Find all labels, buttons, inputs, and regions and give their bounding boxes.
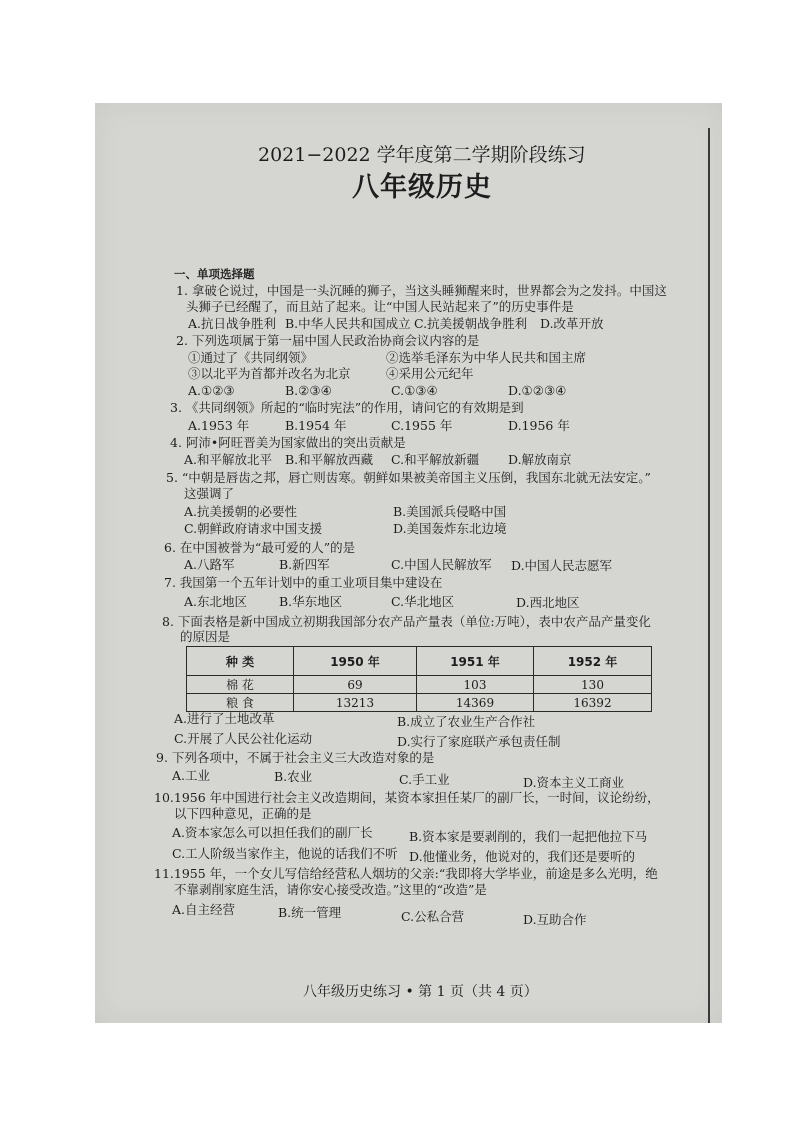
question-6-option-d: D.中国人民志愿军	[511, 558, 613, 573]
table-cell: 14369	[417, 694, 534, 712]
question-10-option-b: B.资本家是要剥削的，我们一起把他拉下马	[409, 829, 648, 844]
question-3-option-b: B.1954 年	[285, 418, 347, 433]
question-1-option-d: D.改革开放	[540, 316, 604, 331]
question-1-option-b: B.中华人民共和国成立	[285, 316, 411, 331]
question-1-stem: 1. 拿破仑说过，中国是一头沉睡的狮子，当这头睡狮醒来时，世界都会为之发抖。中国这	[176, 283, 667, 298]
table-header-cell: 1950 年	[294, 647, 417, 676]
question-11-option-b: B.统一管理	[278, 905, 342, 920]
question-2-option-b: B.②③④	[285, 383, 332, 398]
question-3-option-a: A.1953 年	[188, 418, 250, 433]
page-footer: 八年级历史练习 • 第 1 页（共 4 页）	[303, 984, 538, 1000]
production-table	[186, 646, 652, 712]
question-7-option-c: C.华北地区	[391, 594, 455, 609]
table-cell: 13213	[294, 694, 417, 712]
question-10-stem: 10.1956 年中国进行社会主义改造期间，某资本家担任某厂的副厂长，一时间，议论纷纷，	[154, 790, 660, 805]
question-7-stem: 7. 我国第一个五年计划中的重工业项目集中建设在	[164, 575, 443, 590]
table-header-row	[187, 647, 652, 676]
table-cell: 棉 花	[187, 676, 294, 694]
question-1-stem-cont: 头狮子已经醒了，而且站了起来。让“中国人民站起来了”的历史事件是	[186, 299, 574, 314]
question-6-option-b: B.新四军	[279, 557, 330, 572]
question-9-option-d: D.资本主义工商业	[523, 775, 625, 790]
question-2-item-3: ③以北平为首都并改名为北京	[188, 366, 351, 381]
question-2-item-2: ②选举毛泽东为中华人民共和国主席	[386, 350, 587, 365]
question-5-option-b: B.美国派兵侵略中国	[393, 504, 507, 519]
question-2-option-c: C.①③④	[391, 383, 438, 398]
page-edge-line	[708, 128, 710, 1023]
table-header-cell: 种 类	[187, 647, 294, 676]
question-8-option-b: B.成立了农业生产合作社	[397, 714, 536, 729]
question-11-stem: 11.1955 年，一个女儿写信给经营私人烟坊的父亲:“我即将大学毕业，前途是多么光明，绝	[154, 866, 658, 881]
question-10-stem-cont: 以下四种意见，正确的是	[174, 806, 312, 821]
question-6-option-a: A.八路军	[184, 557, 235, 572]
question-4-option-b: B.和平解放西藏	[285, 452, 374, 467]
question-3-option-d: D.1956 年	[508, 418, 570, 433]
question-5-stem: 5. “中朝是唇齿之邦，唇亡则齿寒。朝鲜如果被美帝国主义压倒，我国东北就无法安定。”	[166, 470, 651, 485]
question-4-option-d: D.解放南京	[508, 452, 572, 467]
question-5-option-c: C.朝鲜政府请求中国支援	[184, 521, 323, 536]
question-8-option-a: A.进行了土地改革	[174, 711, 275, 726]
question-1-option-a: A.抗日战争胜利	[188, 316, 277, 331]
question-2-option-d: D.①②③④	[508, 383, 567, 398]
section-heading: 一、单项选择题	[174, 267, 255, 281]
question-11-option-d: D.互助合作	[523, 912, 587, 927]
question-7-option-a: A.东北地区	[184, 594, 248, 609]
question-5-stem-cont: 这强调了	[184, 486, 235, 501]
question-5-option-d: D.美国轰炸东北边境	[393, 521, 507, 536]
question-6-option-c: C.中国人民解放军	[391, 557, 492, 572]
question-11-option-a: A.自主经营	[172, 902, 236, 917]
table-cell: 130	[534, 676, 652, 694]
question-3-stem: 3. 《共同纲领》所起的“临时宪法”的作用，请问它的有效期是到	[170, 400, 524, 415]
table-row	[187, 676, 652, 694]
table-cell: 粮 食	[187, 694, 294, 712]
question-11-option-c: C.公私合营	[401, 909, 465, 924]
question-8-stem: 8. 下面表格是新中国成立初期我国部分农产品产量表（单位:万吨），表中农产品产量变化	[162, 614, 651, 629]
question-9-option-c: C.手工业	[399, 772, 450, 787]
question-6-stem: 6. 在中国被誉为“最可爱的人”的是	[164, 540, 356, 555]
question-5-option-a: A.抗美援朝的必要性	[184, 504, 298, 519]
question-4-option-a: A.和平解放北平	[184, 452, 273, 467]
question-10-option-c: C.工人阶级当家作主，他说的话我们不听	[172, 846, 398, 861]
table-cell: 16392	[534, 694, 652, 712]
table-row	[187, 694, 652, 712]
exam-term-title: 2021−2022 学年度第二学期阶段练习	[258, 144, 586, 166]
question-2-option-a: A.①②③	[188, 383, 235, 398]
question-2-item-4: ④采用公元纪年	[386, 366, 474, 381]
question-3-option-c: C.1955 年	[391, 418, 453, 433]
question-10-option-a: A.资本家怎么可以担任我们的副厂长	[172, 825, 373, 840]
question-4-option-c: C.和平解放新疆	[391, 452, 480, 467]
table-cell: 69	[294, 676, 417, 694]
exam-subject-title: 八年级历史	[352, 172, 492, 203]
question-9-stem: 9. 下列各项中，不属于社会主义三大改造对象的是	[156, 750, 435, 765]
question-7-option-d: D.西北地区	[516, 595, 580, 610]
question-7-option-b: B.华东地区	[279, 594, 343, 609]
table-cell: 103	[417, 676, 534, 694]
question-1-option-c: C.抗美援朝战争胜利	[414, 316, 528, 331]
question-2-item-1: ①通过了《共同纲领》	[188, 350, 314, 365]
question-2-stem: 2. 下列选项属于第一届中国人民政治协商会议内容的是	[176, 333, 480, 348]
question-8-stem-cont: 的原因是	[180, 629, 231, 644]
question-11-stem-cont: 不靠剥削家庭生活，请你安心接受改造。”这里的“改造”是	[174, 882, 487, 897]
question-10-option-d: D.他懂业务，他说对的，我们还是要听的	[409, 849, 636, 864]
table-header-cell: 1951 年	[417, 647, 534, 676]
question-4-stem: 4. 阿沛•阿旺晋美为国家做出的突出贡献是	[170, 435, 406, 450]
table-header-cell: 1952 年	[534, 647, 652, 676]
question-9-option-a: A.工业	[172, 768, 211, 783]
question-8-option-c: C.开展了人民公社化运动	[174, 731, 313, 746]
question-8-option-d: D.实行了家庭联产承包责任制	[397, 734, 561, 749]
question-9-option-b: B.农业	[274, 769, 313, 784]
